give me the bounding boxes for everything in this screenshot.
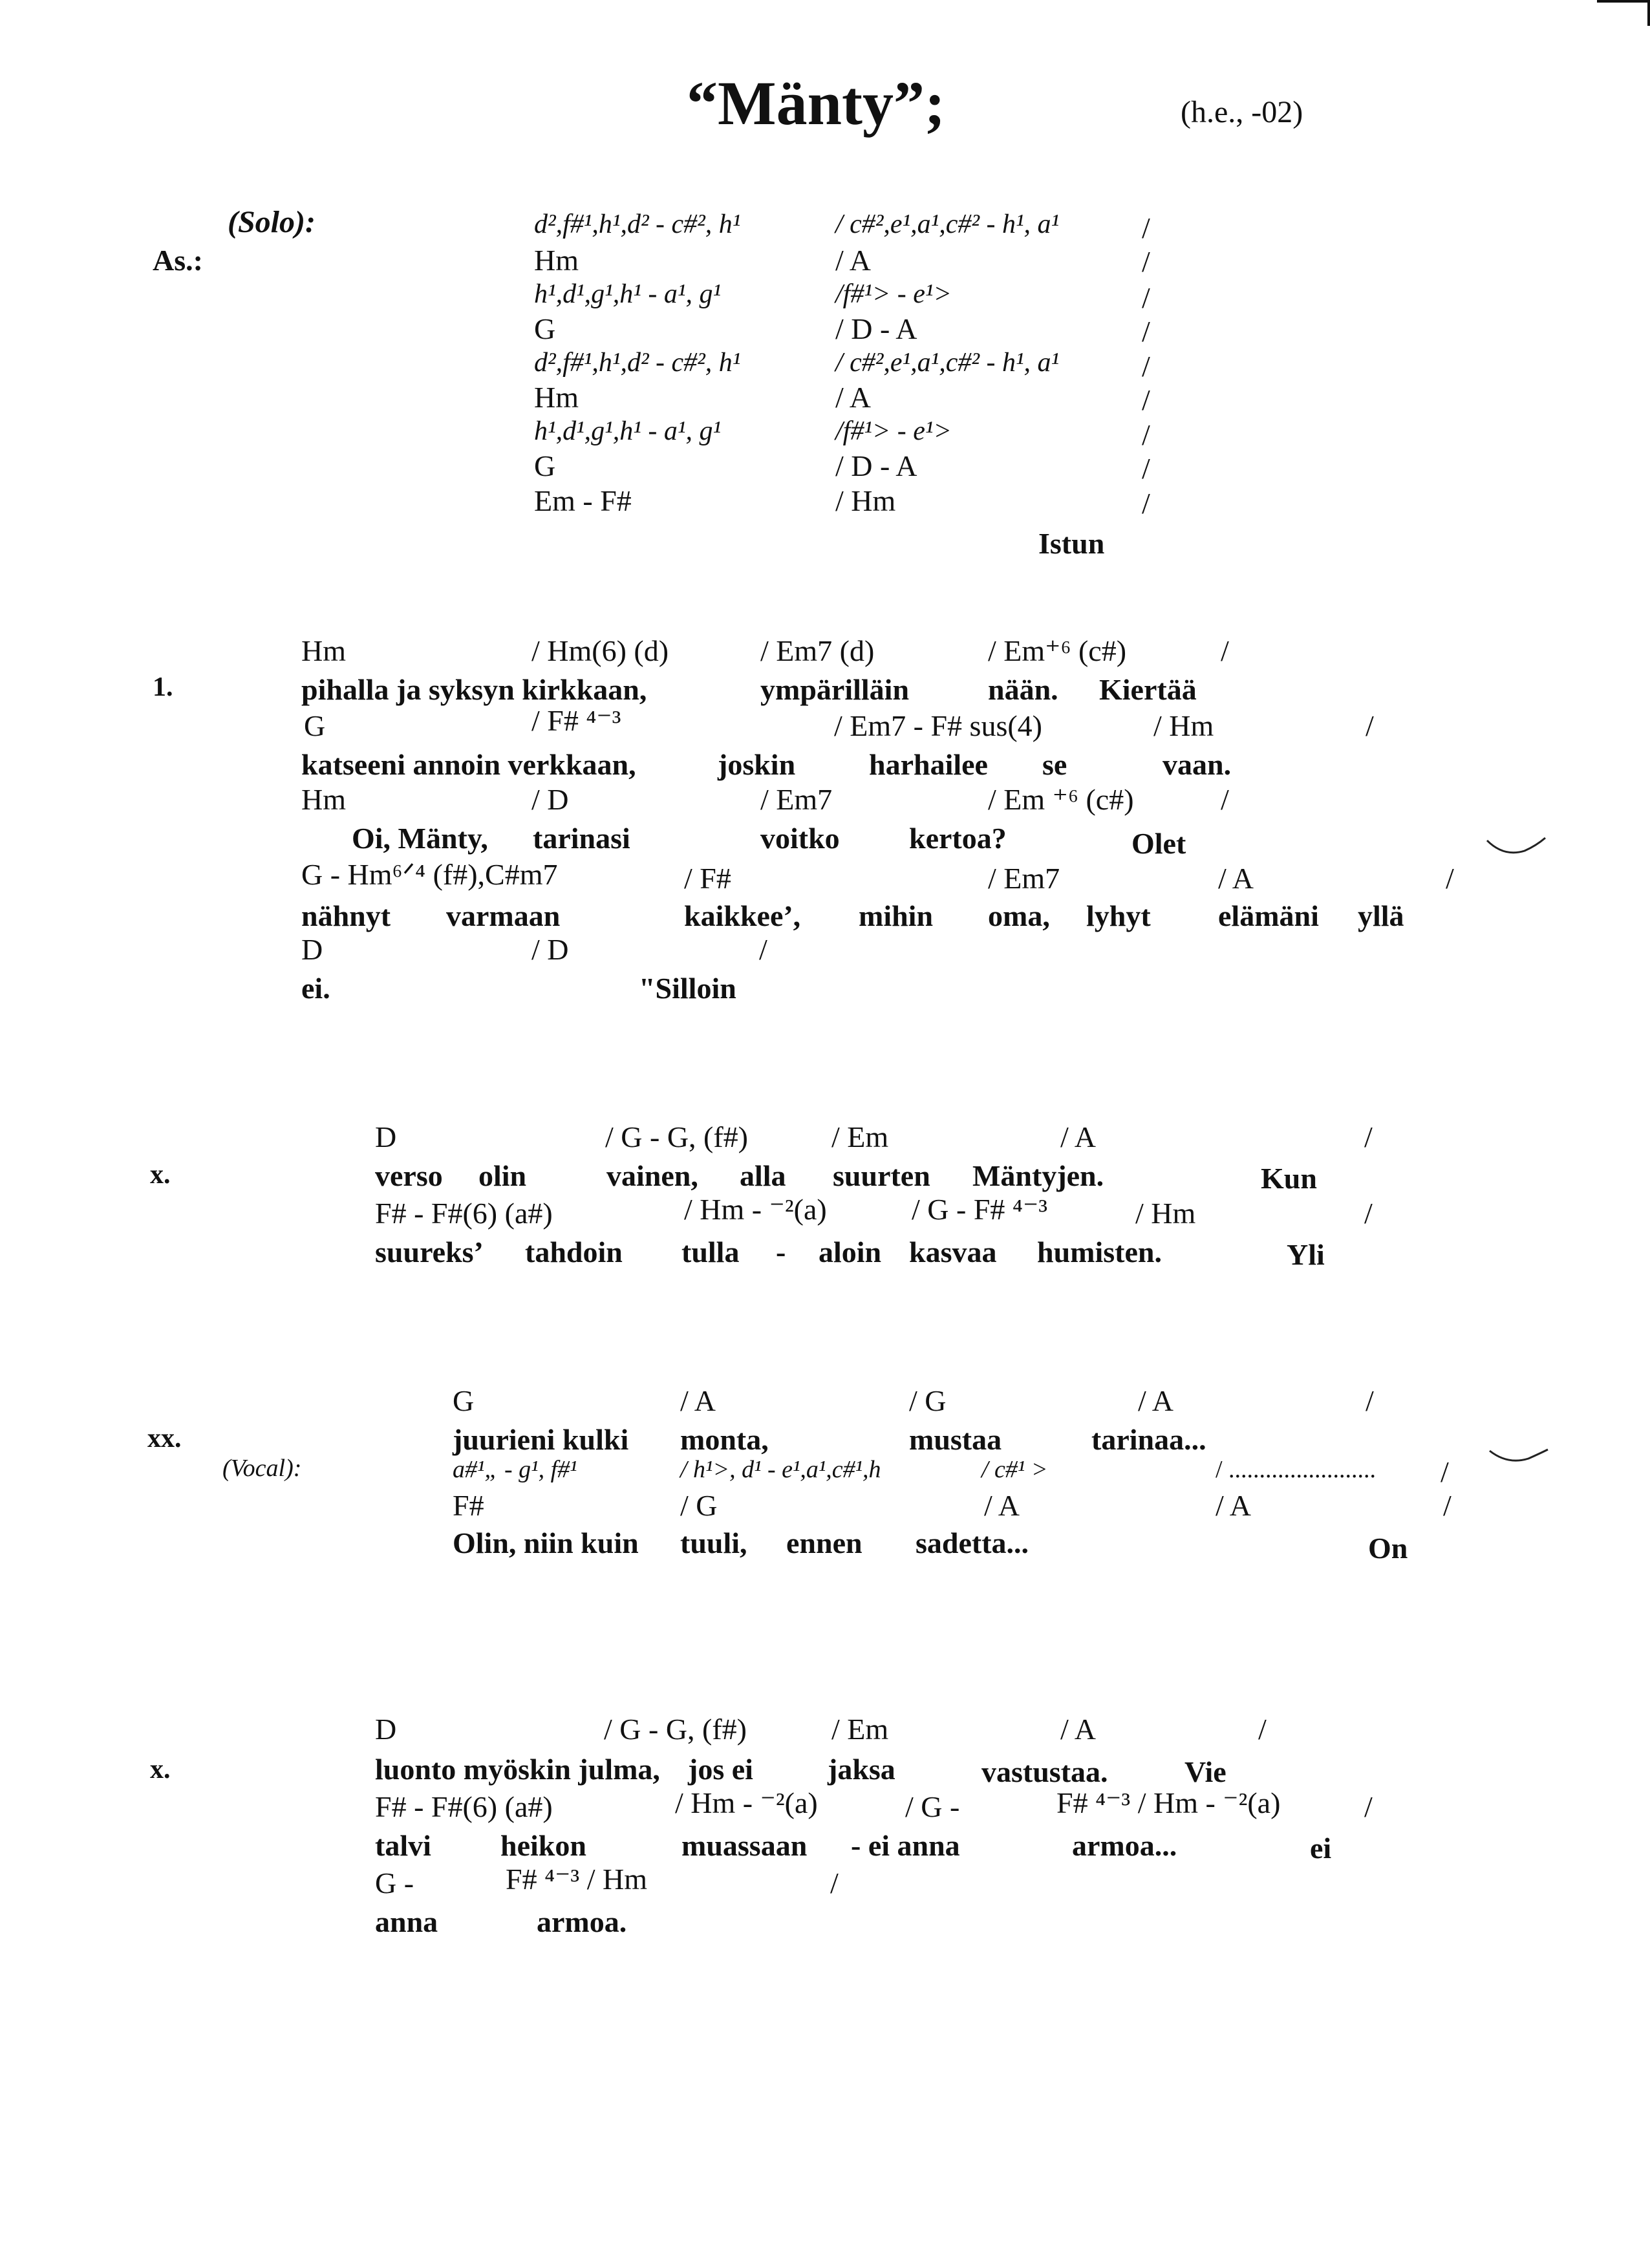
chord: / Hm - ⁻²(a) bbox=[675, 1786, 818, 1819]
intro-notes: d²,f#¹,h¹,d² - c#², h¹ bbox=[534, 209, 741, 239]
chord: / Em7 (d) bbox=[760, 634, 875, 667]
bar-line: / bbox=[1142, 383, 1150, 416]
lyric: elämäni bbox=[1218, 899, 1319, 932]
lyric: ennen bbox=[786, 1526, 862, 1559]
lyric: oma, bbox=[988, 899, 1050, 932]
lyric: yllä bbox=[1358, 899, 1404, 932]
scan-edge-line bbox=[1647, 0, 1650, 26]
bar-line: / bbox=[1364, 1120, 1373, 1153]
chord: / Em bbox=[831, 1120, 889, 1153]
chord: / F# bbox=[684, 862, 731, 895]
section-number-chorus: x. bbox=[150, 1755, 171, 1784]
lyric: aloin bbox=[819, 1236, 882, 1268]
intro-chord: Em - F# bbox=[534, 484, 632, 517]
bar-line: / bbox=[830, 1867, 839, 1899]
bar-line: / bbox=[1142, 350, 1150, 383]
intro-notes: h¹,d¹,g¹,h¹ - a¹, g¹ bbox=[534, 279, 722, 309]
lyric: alla bbox=[740, 1159, 786, 1192]
lyric: se bbox=[1042, 748, 1067, 781]
chord: G bbox=[453, 1384, 475, 1417]
lyric: kertoa? bbox=[909, 822, 1007, 855]
scan-edge-line bbox=[1597, 0, 1650, 3]
lyric: Kun bbox=[1261, 1162, 1317, 1195]
bar-line: / bbox=[1441, 1455, 1449, 1488]
intro-chord: Hm bbox=[534, 244, 579, 277]
intro-chord: / A bbox=[835, 244, 871, 277]
bar-line: / bbox=[1142, 487, 1150, 520]
chord: D bbox=[375, 1713, 397, 1746]
chord: F# - F#(6) (a#) bbox=[375, 1197, 553, 1230]
chord: / D bbox=[531, 933, 569, 966]
notes: a#¹„ - g¹, f#¹ bbox=[453, 1456, 577, 1483]
song-title: “Mänty”; bbox=[687, 69, 945, 138]
lyric: suureks’ bbox=[375, 1236, 484, 1268]
pencil-mark bbox=[1484, 831, 1549, 864]
chord: / Em7 bbox=[988, 862, 1060, 895]
bar-line: / bbox=[1142, 418, 1150, 451]
intro-chord: G bbox=[534, 312, 556, 345]
chord: / Em ⁺⁶ (c#) bbox=[988, 783, 1134, 816]
chord: / Em7 bbox=[760, 783, 833, 816]
chord: / G bbox=[680, 1489, 718, 1522]
chord: / G - G, (f#) bbox=[604, 1713, 747, 1746]
chord: / A bbox=[680, 1384, 716, 1417]
chord: F# ⁴⁻³ / Hm - ⁻²(a) bbox=[1056, 1786, 1281, 1819]
intro-notes: / c#²,e¹,a¹,c#² - h¹, a¹ bbox=[835, 209, 1060, 239]
notes: / ........................ bbox=[1216, 1456, 1377, 1483]
section-number-verse: 1. bbox=[153, 672, 173, 702]
lyric: varmaan bbox=[446, 899, 561, 932]
lyric: tuuli, bbox=[680, 1526, 747, 1559]
bar-line: / bbox=[1221, 634, 1229, 667]
lyric: - bbox=[776, 1236, 786, 1268]
lyric: "Silloin bbox=[639, 972, 736, 1005]
intro-notes: /f#¹> - e¹> bbox=[835, 279, 952, 309]
lyric: kaikkee’, bbox=[684, 899, 801, 932]
notes: / c#¹ > bbox=[981, 1456, 1048, 1483]
pencil-mark bbox=[1487, 1440, 1552, 1473]
lyric: lyhyt bbox=[1086, 899, 1151, 932]
chord: / Hm bbox=[1135, 1197, 1196, 1230]
chord: / Hm(6) (d) bbox=[531, 634, 669, 667]
bar-line: / bbox=[1366, 709, 1374, 742]
chord: / G - F# ⁴⁻³ bbox=[912, 1193, 1048, 1226]
lyric: monta, bbox=[680, 1423, 769, 1456]
bar-line: / bbox=[1142, 452, 1150, 485]
chord: / A bbox=[984, 1489, 1020, 1522]
lyric: olin bbox=[478, 1159, 527, 1192]
chord: G - Hm⁶ᐟ⁴ (f#),C#m7 bbox=[301, 858, 558, 891]
intro-chord: G bbox=[534, 449, 556, 482]
bar-line: / bbox=[1142, 315, 1150, 348]
chord: F# ⁴⁻³ / Hm bbox=[506, 1863, 647, 1896]
intro-notes: h¹,d¹,g¹,h¹ - a¹, g¹ bbox=[534, 416, 722, 446]
chord: / Em bbox=[831, 1713, 889, 1746]
lyric: joskin bbox=[718, 748, 796, 781]
lyric: vaan. bbox=[1162, 748, 1232, 781]
intro-notes: d²,f#¹,h¹,d² - c#², h¹ bbox=[534, 348, 741, 378]
lyric: nään. bbox=[988, 673, 1058, 706]
notes: / h¹>, d¹ - e¹,a¹,c#¹,h bbox=[680, 1456, 881, 1483]
lyric: vainen, bbox=[606, 1159, 698, 1192]
intro-chord: / A bbox=[835, 381, 871, 414]
lyric: talvi bbox=[375, 1829, 431, 1862]
bar-line: / bbox=[1258, 1713, 1267, 1746]
lyric: On bbox=[1368, 1532, 1408, 1565]
lyric: jaksa bbox=[828, 1753, 895, 1786]
section-number-chorus: x. bbox=[150, 1160, 171, 1190]
section-number-bridge: xx. bbox=[147, 1424, 182, 1453]
lyric: Olin, niin kuin bbox=[453, 1526, 639, 1559]
lyric: tarinasi bbox=[533, 822, 630, 855]
chord: Hm bbox=[301, 634, 346, 667]
chord: F# bbox=[453, 1489, 484, 1522]
chord: / A bbox=[1060, 1713, 1096, 1746]
lyric: katseeni annoin verkkaan, bbox=[301, 748, 636, 781]
intro-notes: / c#²,e¹,a¹,c#² - h¹, a¹ bbox=[835, 348, 1060, 378]
chord: / F# ⁴⁻³ bbox=[531, 704, 621, 737]
chord: / Hm - ⁻²(a) bbox=[684, 1193, 827, 1226]
chord: G bbox=[304, 709, 326, 742]
lyric: juurieni kulki bbox=[453, 1423, 629, 1456]
chord: / Em7 - F# sus(4) bbox=[834, 709, 1042, 742]
chord: / A bbox=[1216, 1489, 1251, 1522]
bar-line: / bbox=[1443, 1489, 1452, 1522]
chord: / D bbox=[531, 783, 569, 816]
lyric: ei bbox=[1310, 1832, 1332, 1865]
lyric: Kiertää bbox=[1099, 673, 1197, 706]
intro-notes: /f#¹> - e¹> bbox=[835, 416, 952, 446]
bar-line: / bbox=[1142, 245, 1150, 278]
chord: / G bbox=[909, 1384, 947, 1417]
lyric: armoa. bbox=[537, 1905, 627, 1938]
lyric: Oi, Mänty, bbox=[352, 822, 488, 855]
lyric: muassaan bbox=[681, 1829, 808, 1862]
chord: / A bbox=[1138, 1384, 1173, 1417]
lyric: mihin bbox=[859, 899, 934, 932]
chord: D bbox=[301, 933, 323, 966]
bar-line: / bbox=[1221, 783, 1229, 816]
lyric: verso bbox=[375, 1159, 443, 1192]
solo-label: (Solo): bbox=[228, 205, 316, 239]
intro-label: As.: bbox=[153, 244, 203, 277]
lyric: vastustaa. bbox=[981, 1755, 1108, 1788]
bar-line: / bbox=[1364, 1790, 1373, 1823]
lyric: ei. bbox=[301, 972, 330, 1005]
chord: / Em⁺⁶ (c#) bbox=[988, 634, 1127, 667]
lyric: suurten bbox=[833, 1159, 930, 1192]
lyric: tarinaa... bbox=[1091, 1423, 1206, 1456]
intro-chord: / Hm bbox=[835, 484, 896, 517]
lyric: Mäntyjen. bbox=[972, 1159, 1104, 1192]
lyric: - ei anna bbox=[851, 1829, 960, 1862]
lyric: voitko bbox=[760, 822, 840, 855]
lyric: heikon bbox=[500, 1829, 586, 1862]
chord: / Hm bbox=[1153, 709, 1214, 742]
chord: / G - bbox=[905, 1790, 960, 1823]
intro-chord: / D - A bbox=[835, 312, 917, 345]
lyric: Vie bbox=[1184, 1755, 1227, 1788]
chord: D bbox=[375, 1120, 397, 1153]
lyric: ympärilläin bbox=[760, 673, 910, 706]
lyric: jos ei bbox=[688, 1753, 753, 1786]
lyric: humisten. bbox=[1037, 1236, 1162, 1268]
chord: Hm bbox=[301, 783, 346, 816]
lyric: anna bbox=[375, 1905, 438, 1938]
chord: / A bbox=[1060, 1120, 1096, 1153]
chord: F# - F#(6) (a#) bbox=[375, 1790, 553, 1823]
lyric: harhailee bbox=[869, 748, 988, 781]
lyric: kasvaa bbox=[909, 1236, 997, 1268]
bar-line: / bbox=[1366, 1384, 1374, 1417]
lyric: tulla bbox=[681, 1236, 740, 1268]
chord: G - bbox=[375, 1867, 414, 1899]
bar-line: / bbox=[1142, 281, 1150, 314]
lyric: Olet bbox=[1131, 827, 1186, 860]
lyric: tahdoin bbox=[525, 1236, 623, 1268]
bar-line: / bbox=[1142, 211, 1150, 244]
bar-line: / bbox=[1364, 1197, 1373, 1230]
intro-chord: / D - A bbox=[835, 449, 917, 482]
vocal-label: (Vocal): bbox=[222, 1455, 302, 1482]
lyric: Yli bbox=[1287, 1238, 1325, 1271]
lyric: pihalla ja syksyn kirkkaan, bbox=[301, 673, 647, 706]
bar-line: / bbox=[759, 933, 767, 966]
lyric: nähnyt bbox=[301, 899, 391, 932]
bar-line: / bbox=[1446, 862, 1454, 895]
lyric: armoa... bbox=[1072, 1829, 1177, 1862]
intro-chord: Hm bbox=[534, 381, 579, 414]
chord: / A bbox=[1218, 862, 1254, 895]
song-credit: (h.e., -02) bbox=[1181, 95, 1303, 129]
lyric: sadetta... bbox=[916, 1526, 1029, 1559]
lyric: luonto myöskin julma, bbox=[375, 1753, 660, 1786]
lyric: mustaa bbox=[909, 1423, 1002, 1456]
intro-pickup-word: Istun bbox=[1038, 527, 1105, 560]
chord: / G - G, (f#) bbox=[605, 1120, 748, 1153]
